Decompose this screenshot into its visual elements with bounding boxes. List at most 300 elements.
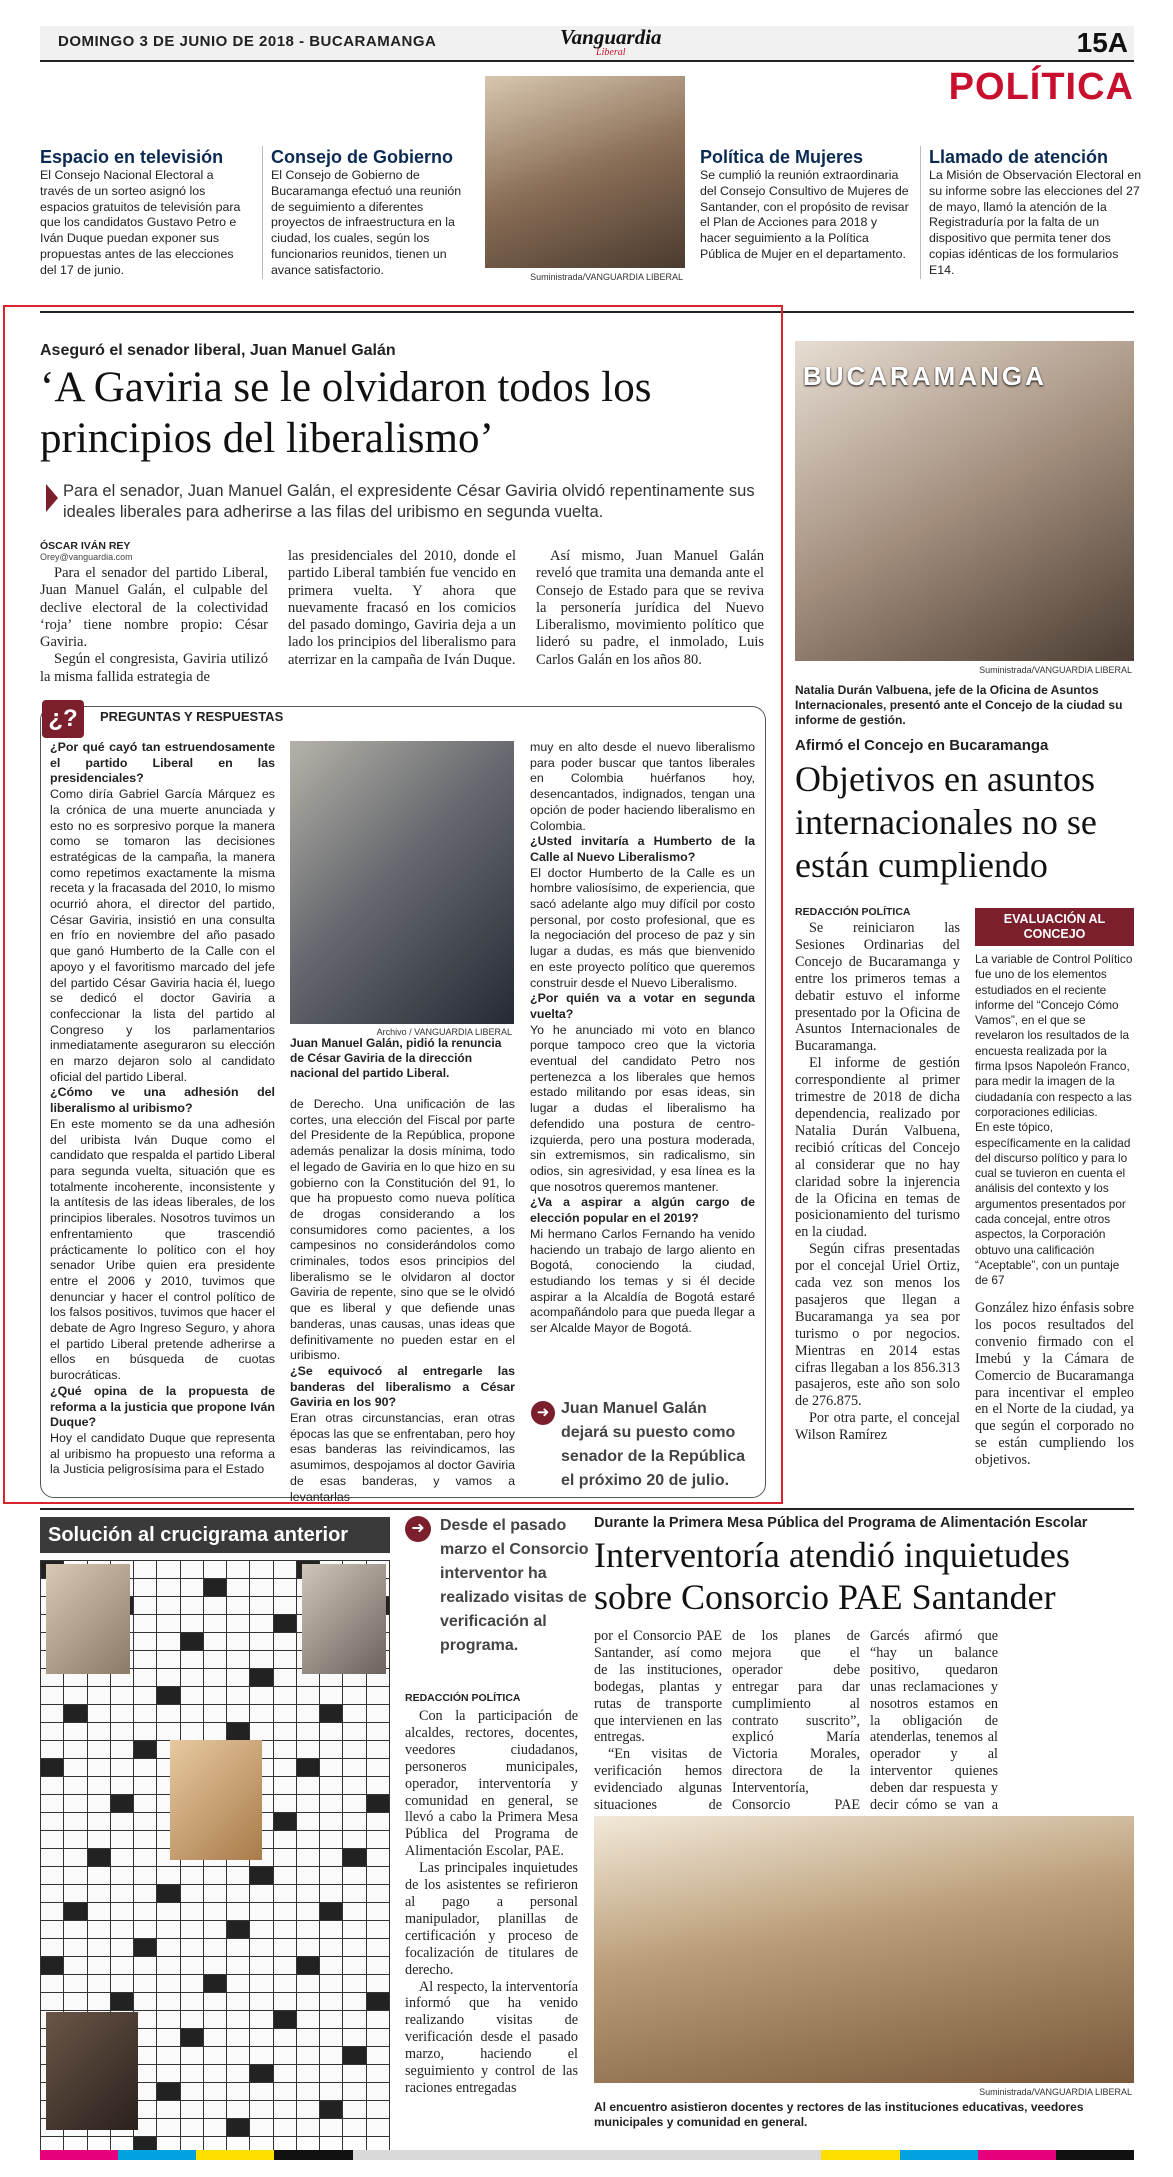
crossword-cell xyxy=(274,1615,297,1633)
crossword-cell xyxy=(41,1849,64,1867)
crossword-cell xyxy=(227,2119,250,2137)
qa-question: ¿Usted invitaría a Humberto de la Calle al Nuevo Liberalismo? xyxy=(530,834,755,864)
crossword-cell xyxy=(227,2065,250,2083)
crossword-cell xyxy=(250,1903,273,1921)
qa-col-2 xyxy=(290,1097,515,1505)
crossword-cell xyxy=(367,1777,390,1795)
crossword-cell xyxy=(41,1759,64,1777)
crossword-cell xyxy=(88,1813,111,1831)
header-logo xyxy=(560,26,662,58)
brief-text: La Misión de Observación Electoral en su informe sobre las elecciones del 27 de mayo, llamó la atención de la Registraduría por la falta de un dispositivo que permita tener dos copias idénticas de los formularios E14. xyxy=(929,168,1142,277)
crossword-cell xyxy=(204,1669,227,1687)
crossword-cell xyxy=(297,1957,320,1975)
crossword-cell xyxy=(204,1597,227,1615)
crossword-cell xyxy=(227,1903,250,1921)
crossword-cell xyxy=(41,1921,64,1939)
crossword-cell xyxy=(111,1957,134,1975)
crossword-cell xyxy=(134,1651,157,1669)
crossword-cell xyxy=(111,1831,134,1849)
crossword-cell xyxy=(181,1615,204,1633)
qa-question: ¿Va a aspirar a algún cargo de elección popular en el 2019? xyxy=(530,1195,755,1226)
galan-photo xyxy=(290,741,514,1037)
sign-text: BUCARAMANGA xyxy=(803,361,1047,391)
crossword-cell xyxy=(367,2065,390,2083)
crossword-cell xyxy=(297,2065,320,2083)
pae-byline: REDACCIÓN POLÍTICA xyxy=(405,1692,521,1704)
crossword-cell xyxy=(64,1921,87,1939)
crossword-cell xyxy=(88,1975,111,1993)
crossword-cell xyxy=(134,1615,157,1633)
crossword-cell xyxy=(181,1993,204,2011)
crossword-cell xyxy=(111,1687,134,1705)
crossword-cell xyxy=(134,1777,157,1795)
crossword-cell xyxy=(367,1903,390,1921)
crossword-cell xyxy=(367,2011,390,2029)
crossword-cell xyxy=(64,1831,87,1849)
crossword-cell xyxy=(157,1561,180,1579)
crossword-cell xyxy=(88,1867,111,1885)
crossword-cell xyxy=(157,1903,180,1921)
crossword-cell xyxy=(343,1903,366,1921)
crossword-cell xyxy=(204,2011,227,2029)
right-body xyxy=(795,920,960,1444)
crossword-cell xyxy=(320,1795,343,1813)
crossword-cell xyxy=(157,1921,180,1939)
crossword-cell xyxy=(227,1687,250,1705)
crossword-cell xyxy=(320,1777,343,1795)
paragraph: Con la participación de alcaldes, rectores, docentes, veedores ciudadanos, personeros municipales, operador, interventoría y comunidad en general, se llevó a cabo la Primera Mesa Pública del Programa de Alimentación Escolar, PAE. xyxy=(405,1708,578,1860)
crossword-cell xyxy=(157,1687,180,1705)
main-kicker: Aseguró el senador liberal, Juan Manuel Galán xyxy=(40,342,396,359)
crossword-cell xyxy=(320,1993,343,2011)
crossword-cell xyxy=(157,1939,180,1957)
crossword-cell xyxy=(274,1921,297,1939)
brief-3 xyxy=(700,146,910,263)
brief-text: El Consejo Nacional Electoral a través de un sorteo asignó los espacios gratuitos de televisión para que los candidatos Gustavo Petro e Iván Duque puedan exponer sus propuestas antes de las elecciones del 17 de junio. xyxy=(40,168,241,277)
crossword-cell xyxy=(343,1777,366,1795)
crossword-cell xyxy=(88,1831,111,1849)
crossword-cell xyxy=(343,1993,366,2011)
crossword-cell xyxy=(320,1867,343,1885)
crossword-cell xyxy=(157,1669,180,1687)
crossword-cell xyxy=(343,1975,366,1993)
crossword-cell xyxy=(297,1741,320,1759)
logo-sub: Liberal xyxy=(596,47,626,58)
crossword-cell xyxy=(274,1939,297,1957)
bar-yellow-2 xyxy=(821,2150,899,2160)
crossword-cell xyxy=(274,1633,297,1651)
crossword-cell xyxy=(250,2065,273,2083)
crossword-cell xyxy=(250,1957,273,1975)
qa-answer: muy en alto desde el nuevo liberalismo para poder buscar que tantos liberales en Colombia huérfanos hoy, desencantados, indignados, tengan una opción de poder haciendo liberalismo en Colombia. xyxy=(530,740,755,833)
crossword-cell xyxy=(274,1849,297,1867)
pullquote-arrow-icon: ➜ xyxy=(531,1401,555,1425)
crossword-cell xyxy=(320,1813,343,1831)
brief-title: Llamado de atención xyxy=(929,147,1109,167)
crossword-cell xyxy=(367,1849,390,1867)
crossword-cell xyxy=(320,2101,343,2119)
crossword-cell xyxy=(274,1867,297,1885)
crossword-cell xyxy=(250,1669,273,1687)
crossword-cell xyxy=(367,2047,390,2065)
crossword-cell xyxy=(181,2101,204,2119)
crossword-cell xyxy=(204,1921,227,1939)
crossword-cell xyxy=(343,1759,366,1777)
crossword-cell xyxy=(320,1687,343,1705)
brief-title: Espacio en televisión xyxy=(40,147,224,167)
crossword-cell xyxy=(343,2083,366,2101)
qa-answer: Mi hermano Carlos Fernando ha venido haciendo un trabajo de largo aliento en Bogotá, conociendo la ciudad, estudiando los temas y si él decide aspirar a la Alcaldía de Bogotá estaré acompañándolo para que pueda llegar a ser Alcalde Mayor de Bogotá. xyxy=(530,1226,755,1336)
crossword-cell xyxy=(134,1867,157,1885)
crossword-cell xyxy=(297,1705,320,1723)
natalia-photo-credit: Suministrada/VANGUARDIA LIBERAL xyxy=(979,665,1132,675)
natalia-photo xyxy=(795,341,1134,675)
byline-email: Orey@vanguardia.com xyxy=(40,552,133,562)
crossword-cell xyxy=(157,2029,180,2047)
crossword-cell xyxy=(367,1759,390,1777)
crossword-cell xyxy=(181,2011,204,2029)
galan-photo-credit: Archivo / VANGUARDIA LIBERAL xyxy=(376,1027,512,1037)
crossword-cell xyxy=(64,1849,87,1867)
brief-title: Política de Mujeres xyxy=(700,147,864,167)
crossword-cell xyxy=(181,2083,204,2101)
qa-answer: de Derecho. Una unificación de las cortes, una elección del Fiscal por parte del Presidente de la República, propone además penalizar la dosis mínima, todo el legado de Gaviria en lo que hizo en su gobierno con la Constitución del 91, lo que ha propuesto como nueva política de drogas considerando a los consumidores como pacientes, a los campesinos no considerándolos como criminales, todos esos principios del liberalismo se le olvidaron al doctor Gaviria de repente, sino que se le olvidó que es liberal y que defiende unas banderas, unas causas, unas ideas que definitivamente no pueden estar en el uribismo. xyxy=(290,1097,515,1363)
crossword-cell xyxy=(41,1885,64,1903)
crossword-cell xyxy=(111,1993,134,2011)
crossword-cell xyxy=(320,1759,343,1777)
crossword-cell xyxy=(181,2119,204,2137)
crossword-cell xyxy=(111,1921,134,1939)
crossword-cell xyxy=(64,1687,87,1705)
crossword-cell xyxy=(204,1723,227,1741)
crossword-cell xyxy=(64,1795,87,1813)
crossword-cell xyxy=(274,1831,297,1849)
crossword-cell xyxy=(367,1993,390,2011)
crossword-cell xyxy=(134,1633,157,1651)
crossword-cell xyxy=(343,1957,366,1975)
crossword-cell xyxy=(181,2029,204,2047)
crossword-cell xyxy=(297,1885,320,1903)
crossword-cell xyxy=(41,1993,64,2011)
crossword-cell xyxy=(227,1597,250,1615)
crossword-cell xyxy=(227,1867,250,1885)
crossword-cell xyxy=(250,1579,273,1597)
crossword-cell xyxy=(227,1939,250,1957)
crossword-cell xyxy=(250,1597,273,1615)
page-number: 15A xyxy=(1076,27,1128,58)
crossword-cell xyxy=(320,1705,343,1723)
crossword-cell xyxy=(250,1975,273,1993)
crossword-cell xyxy=(274,1975,297,1993)
crossword-cell xyxy=(320,1975,343,1993)
divider-bottom xyxy=(40,1508,1134,1510)
crossword-cell xyxy=(297,1831,320,1849)
brief-2 xyxy=(262,146,476,279)
crossword-cell xyxy=(274,1885,297,1903)
crossword-cell xyxy=(204,2101,227,2119)
crossword-cell xyxy=(250,1561,273,1579)
crossword-cell xyxy=(297,1993,320,2011)
crossword-cell xyxy=(297,1687,320,1705)
qa-question: ¿Qué opina de la propuesta de reforma a la justicia que propone Iván Duque? xyxy=(50,1383,275,1430)
crossword-cell xyxy=(181,1687,204,1705)
brief-text: Se cumplió la reunión extraordinaria del Consejo Consultivo de Mujeres de Santander, con el propósito de revisar el Plan de Acciones para 2018 y hacer seguimiento a la Política Pública de Mujer en el departamento. xyxy=(700,168,909,261)
crossword-photo-4 xyxy=(46,2012,138,2130)
crossword-cell xyxy=(227,1651,250,1669)
crossword-cell xyxy=(134,1813,157,1831)
crossword-cell xyxy=(134,1741,157,1759)
crossword-cell xyxy=(41,1777,64,1795)
crossword-cell xyxy=(227,1921,250,1939)
crossword-cell xyxy=(343,2047,366,2065)
paragraph: Según el congresista, Gaviria utilizó la misma fallida estrategia de xyxy=(40,651,268,685)
crossword-cell xyxy=(250,1633,273,1651)
paragraph: las presidenciales del 2010, donde el partido Liberal también fue vencido en primera vuelta. Y ahora que nuevamente fracasó en los comicios del pasado domingo, Gaviria deja a un lado los principios del liberalismo para aterrizar en la campaña de Iván Duque. xyxy=(288,548,516,668)
crossword-cell xyxy=(250,1705,273,1723)
crossword-cell xyxy=(367,2029,390,2047)
crossword-cell xyxy=(274,1561,297,1579)
crossword-cell xyxy=(64,1939,87,1957)
crossword-cell xyxy=(250,2101,273,2119)
qa-label: PREGUNTAS Y RESPUESTAS xyxy=(100,709,284,724)
main-col-2 xyxy=(288,548,516,669)
crossword-cell xyxy=(134,1939,157,1957)
paragraph: por el Consorcio PAE Santander, así como de las instituciones, bodegas, plantas y rutas de transporte que intervienen en las entregas. xyxy=(594,1628,722,1746)
crossword-cell xyxy=(64,1975,87,1993)
qa-answer: Eran otras circunstancias, eran otras épocas las que se enfrentaban, pero hoy esas banderas las reivindicamos, las asumimos, despojamos al doctor Gaviria de esas banderas, y vamos a levantarlas xyxy=(290,1411,515,1504)
crossword-cell xyxy=(134,1669,157,1687)
byline-name: ÓSCAR IVÁN REY xyxy=(40,540,131,552)
crossword-cell xyxy=(297,1921,320,1939)
crossword-cell xyxy=(343,1687,366,1705)
crossword-cell xyxy=(227,2047,250,2065)
crossword-cell xyxy=(157,1723,180,1741)
crossword-cell xyxy=(274,1993,297,2011)
crossword-cell xyxy=(88,1921,111,1939)
crossword-cell xyxy=(41,1705,64,1723)
crossword-cell xyxy=(367,1921,390,1939)
crossword-cell xyxy=(367,2101,390,2119)
crossword-cell xyxy=(134,1903,157,1921)
crossword-cell xyxy=(250,1615,273,1633)
paragraph: Se reiniciaron las Sesiones Ordinarias del Concejo de Bucaramanga y entre los primeros temas a debatir estuvo el informe presentado por la Oficina de Asuntos Internacionales de Bucaramanga. xyxy=(795,920,960,1055)
crossword-cell xyxy=(134,1687,157,1705)
right-byline: REDACCIÓN POLÍTICA xyxy=(795,906,911,918)
crossword-cell xyxy=(320,1831,343,1849)
crossword-cell xyxy=(297,2011,320,2029)
crossword-cell xyxy=(320,2065,343,2083)
header-date: DOMINGO 3 DE JUNIO DE 2018 - BUCARAMANGA xyxy=(58,33,437,50)
crossword-cell xyxy=(250,1867,273,1885)
crossword-cell xyxy=(367,1723,390,1741)
crossword-cell xyxy=(320,2011,343,2029)
crossword-cell xyxy=(274,2119,297,2137)
pae-col-1 xyxy=(405,1708,578,2097)
crossword-cell xyxy=(250,1939,273,1957)
crossword-cell xyxy=(343,1885,366,1903)
crossword-cell xyxy=(297,1759,320,1777)
deck-marker xyxy=(46,484,58,512)
crossword-cell xyxy=(88,1795,111,1813)
crossword-cell xyxy=(274,1903,297,1921)
crossword-cell xyxy=(367,1885,390,1903)
crossword-cell xyxy=(41,1813,64,1831)
pae-teaser: Desde el pasado marzo el Consorcio interventor ha realizado visitas de verificación al programa. xyxy=(440,1517,589,1654)
bar-yellow xyxy=(196,2150,274,2160)
crossword-cell xyxy=(274,2101,297,2119)
crossword-cell xyxy=(274,2083,297,2101)
bar-black xyxy=(274,2150,352,2160)
crossword-cell xyxy=(297,1903,320,1921)
crossword-cell xyxy=(343,1813,366,1831)
crossword-cell xyxy=(204,2047,227,2065)
crossword-cell xyxy=(204,1975,227,1993)
crossword-cell xyxy=(181,1903,204,1921)
main-deck: Para el senador, Juan Manuel Galán, el expresidente César Gaviria olvidó repentinamente sus ideales liberales para adherirse a las filas del uribismo en segunda vuelta. xyxy=(63,482,755,521)
crossword-cell xyxy=(343,2101,366,2119)
crossword-cell xyxy=(157,2119,180,2137)
eval-box-title: EVALUACIÓN AL CONCEJO xyxy=(975,908,1134,946)
byline xyxy=(40,540,265,562)
main-col-1 xyxy=(40,565,268,686)
crossword-cell xyxy=(343,1939,366,1957)
bar-magenta-2 xyxy=(978,2150,1056,2160)
eval-paragraph: En este tópico, específicamente en la calidad del discurso político y para lo cual se tuvieron en cuenta el análisis del contexto y los argumentos presentados por cada concejal, entre otros aspectos, la Corporación obtuvo una calificación “Aceptable”, con un puntaje de 67 xyxy=(975,1120,1131,1288)
crossword-cell xyxy=(367,1705,390,1723)
crossword-cell xyxy=(134,1921,157,1939)
main-headline: ‘A Gaviria se le olvidaron todos los principios del liberalismo’ xyxy=(40,364,652,462)
crossword-cell xyxy=(64,1705,87,1723)
paragraph: Garcés afirmó que “hay un balance positivo, quedaron unas reclamaciones y nosotros estamos en la obligación de atenderlas, tenemos al operador y al interventor quienes deben dar respuesta y decir cómo se van a xyxy=(870,1628,998,1814)
bar-gray xyxy=(353,2150,822,2160)
crossword-cell xyxy=(64,1777,87,1795)
crossword-cell xyxy=(181,1597,204,1615)
logo-text: Vanguardia xyxy=(560,25,662,49)
crossword-cell xyxy=(297,1723,320,1741)
crossword-cell xyxy=(157,1993,180,2011)
crossword-cell xyxy=(181,1723,204,1741)
crossword-cell xyxy=(297,2119,320,2137)
crossword-cell xyxy=(204,1687,227,1705)
crossword-cell xyxy=(134,1993,157,2011)
brief-1 xyxy=(40,146,245,279)
crossword-cell xyxy=(41,1723,64,1741)
crossword-cell xyxy=(274,1759,297,1777)
pae-caption: Al encuentro asistieron docentes y rectores de las instituciones educativas, veedores municipales y comunidad en general. xyxy=(594,2100,1084,2129)
crossword-cell xyxy=(250,1651,273,1669)
crossword-cell xyxy=(111,1975,134,1993)
paragraph: Para el senador del partido Liberal, Juan Manuel Galán, el culpable del declive electoral de la colectividad ‘roja’ tiene nombre propio: César Gaviria. xyxy=(40,565,268,651)
crossword-cell xyxy=(181,1957,204,1975)
qa-question: ¿Cómo ve una adhesión del liberalismo al uribismo? xyxy=(50,1085,275,1116)
paragraph: de los planes de mejora que el operador debe entregar para dar cumplimiento al contrato suscrito”, explicó María Victoria Morales, directora de la Interventoría, Consorcio PAE xyxy=(732,1628,860,1814)
section-title: POLÍTICA xyxy=(948,66,1134,108)
crossword-cell xyxy=(134,1975,157,1993)
crossword-cell xyxy=(157,1633,180,1651)
crossword-cell xyxy=(343,1723,366,1741)
crossword-cell xyxy=(134,1723,157,1741)
crossword-cell xyxy=(320,1903,343,1921)
crossword-cell xyxy=(111,1813,134,1831)
crossword-cell xyxy=(64,1903,87,1921)
crossword-cell xyxy=(64,1723,87,1741)
crossword-cell xyxy=(297,2047,320,2065)
crossword-cell xyxy=(181,1705,204,1723)
paragraph: Por otra parte, el concejal Wilson Ramírez xyxy=(795,1410,960,1444)
crossword-cell xyxy=(157,1885,180,1903)
crossword-cell xyxy=(367,2119,390,2137)
crossword-cell xyxy=(181,1579,204,1597)
crossword-cell xyxy=(250,2083,273,2101)
crossword-cell xyxy=(88,1723,111,1741)
paragraph: Según cifras presentadas por el concejal Uriel Ortiz, cada vez son menos los pasajeros que llegan a Bucaramanga ya sea por turismo o por negocios. Mientras en 2014 estas cifras llegaban a los 856.313 pasajeros, este año son solo de 276.875. xyxy=(795,1241,960,1410)
crossword-cell xyxy=(297,1975,320,1993)
crossword-cell xyxy=(181,1669,204,1687)
crossword-cell xyxy=(64,1741,87,1759)
crossword-cell xyxy=(227,1957,250,1975)
crossword-cell xyxy=(250,1885,273,1903)
crossword-cell xyxy=(297,1849,320,1867)
crossword-photo-3 xyxy=(170,1740,262,1860)
crossword-cell xyxy=(320,1885,343,1903)
crossword-cell xyxy=(250,2029,273,2047)
top-photo-women xyxy=(485,76,685,282)
crossword-cell xyxy=(157,1867,180,1885)
crossword-cell xyxy=(320,2047,343,2065)
pullquote: Juan Manuel Galán dejará su puesto como senador de la República el próximo 20 de julio. xyxy=(561,1400,746,1489)
crossword-cell xyxy=(227,1579,250,1597)
crossword-cell xyxy=(250,2011,273,2029)
crossword-cell xyxy=(88,1777,111,1795)
paragraph: Las principales inquietudes de los asistentes se refirieron al pago a personal manipulador, planillas de certificación y proceso de focalización de titulares de derecho. xyxy=(405,1860,578,1978)
crossword-cell xyxy=(181,1921,204,1939)
qa-col-3 xyxy=(530,740,755,1337)
crossword-cell xyxy=(111,1777,134,1795)
crossword-cell xyxy=(343,2011,366,2029)
crossword-cell xyxy=(181,1633,204,1651)
crossword-cell xyxy=(320,1849,343,1867)
crossword-cell xyxy=(88,1849,111,1867)
crossword-cell xyxy=(367,1867,390,1885)
crossword-cell xyxy=(227,1561,250,1579)
crossword-cell xyxy=(227,2083,250,2101)
crossword-cell xyxy=(297,1939,320,1957)
crossword-cell xyxy=(157,2065,180,2083)
natalia-caption: Natalia Durán Valbuena, jefe de la Oficina de Asuntos Internacionales, presentó ante el Concejo de la ciudad su informe de gestión. xyxy=(795,683,1123,727)
crossword-cell xyxy=(181,1561,204,1579)
crossword-cell xyxy=(343,2119,366,2137)
crossword-cell xyxy=(274,2011,297,2029)
crossword-cell xyxy=(111,1795,134,1813)
qa-question: ¿Se equivocó al entregarle las banderas del liberalismo a César Gaviria en los 90? xyxy=(290,1363,515,1410)
crossword-cell xyxy=(88,1885,111,1903)
crossword-cell xyxy=(134,1885,157,1903)
crossword-cell xyxy=(204,2029,227,2047)
crossword-cell xyxy=(367,1939,390,1957)
qa-answer: Yo he anunciado mi voto en blanco porque tampoco creo que la victoria eventual del candidato Petro nos pertenezca a los liberales que hemos estado militando por esas ideas, sin lugar a dudas el liberalismo ha defendido una postura de centro-izquierda, pero una postura moderada, sin extremismos, sin radicalismo, sin odios, sin agresividad, y esa línea es la que nosotros queremos mantener. xyxy=(530,1022,755,1194)
crossword-grid xyxy=(40,1560,390,2136)
crossword-cell xyxy=(111,1759,134,1777)
crossword-cell xyxy=(227,1975,250,1993)
crossword-cell xyxy=(204,1903,227,1921)
crossword-cell xyxy=(320,1741,343,1759)
teaser-arrow-icon: ➜ xyxy=(405,1516,431,1542)
crossword-cell xyxy=(343,1795,366,1813)
crossword-cell xyxy=(343,1741,366,1759)
crossword-cell xyxy=(111,1723,134,1741)
crossword-cell xyxy=(343,1921,366,1939)
crossword-cell xyxy=(297,2083,320,2101)
